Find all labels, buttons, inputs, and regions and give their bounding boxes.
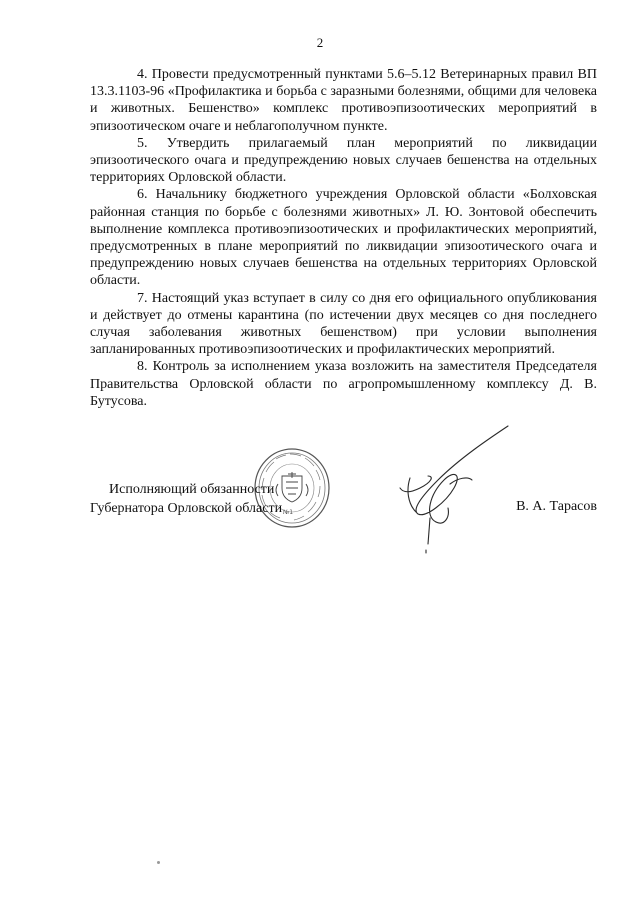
signature-position xyxy=(90,481,290,518)
position-line-2: Губернатора Орловской области xyxy=(90,500,283,516)
paragraph-item-4: 4. Провести предусмотренный пунктами 5.6–5.12 Ветеринарных правил ВП 13.3.1103-96 «Профилактика и борьба с заразными болезнями, общими для человека и животных. Бешенство» комплекс противоэпизоотических мероприятий в эпизоотическом очаге и неблагополучном пункте. xyxy=(90,67,597,134)
signatory-name: В. А. Тарасов xyxy=(516,499,597,514)
page-number: 2 xyxy=(316,35,324,50)
paragraph-item-6: 6. Начальнику бюджетного учреждения Орловской области «Болховская районная станция по борьбе с болезнями животных» Л. Ю. Зонтовой обеспечить выполнение комплекса противоэпизоотических и профилактических мероприятий, предусмотренных в плане мероприятий по ликвидации эпизоотического очага и предупреждению новых случаев бешенства на отдельных территориях Орловской области. xyxy=(90,187,597,289)
paragraph-item-8: 8. Контроль за исполнением указа возложить на заместителя Председателя Правительства Орловской области по агропромышленному комплексу Д. В. Бутусова. xyxy=(90,359,597,409)
svg-text:№1: №1 xyxy=(283,509,294,516)
document-body xyxy=(90,66,597,410)
scan-speck xyxy=(157,861,160,864)
handwritten-signature xyxy=(390,418,520,558)
paragraph-item-5: 5. Утвердить прилагаемый план мероприятий по ликвидации эпизоотического очага и предупреждению новых случаев бешенства на отдельных территориях Орловской области. xyxy=(90,135,597,186)
paragraph-item-7: 7. Настоящий указ вступает в силу со дня его официального опубликования и действует до отмены карантина (по истечении двух месяцев со дня последнего случая заболевания животных бешенством) при условии выполнения запланированных противоэпизоотических и профилактических мероприятий. xyxy=(90,290,597,358)
position-line-1: Исполняющий обязанности xyxy=(109,482,275,497)
